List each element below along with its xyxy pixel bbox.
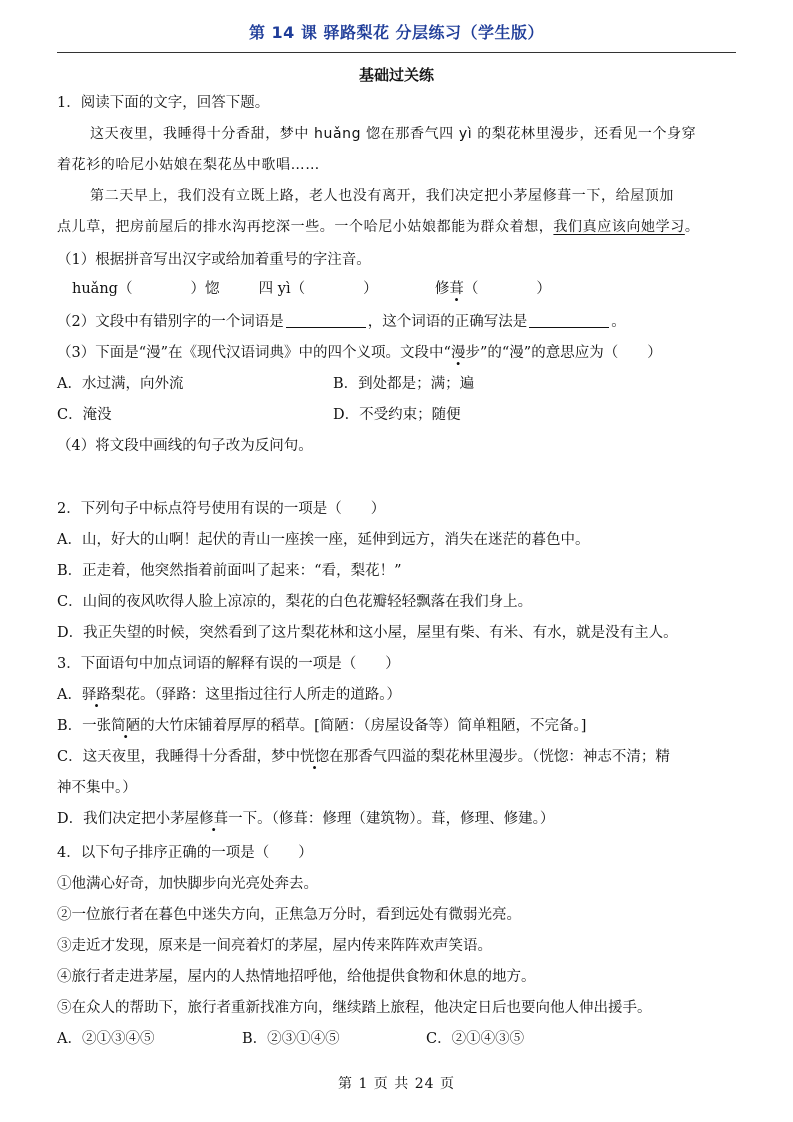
q1-passage-line-4-text: 点儿草，把房前屋后的排水沟再挖深一些。一个哈尼小姑娘都能为群众着想，: [57, 219, 554, 235]
q3-a-dotted-word: 驿路: [81, 687, 111, 703]
header-divider: [57, 52, 736, 53]
q1-passage-line-3: 第二天早上，我们没有立既上路，老人也没有离开，我们决定把小茅屋修葺一下，给屋顶加: [90, 188, 674, 204]
q1-underlined-sentence: 我们真应该向她学习: [553, 219, 685, 235]
q1-sub1-item-a-open: huǎng（: [72, 281, 133, 297]
q3-c-rest: 在那香气四溢的梨花林里漫步。（恍惚：神志不清；精: [329, 749, 670, 765]
page-number-footer: 第 1 页 共 24 页: [338, 1076, 455, 1092]
q3-d-dotted-word: 修葺: [199, 811, 229, 827]
q4-option-b[interactable]: B．②③①④⑤: [242, 1031, 340, 1047]
q3-c-dotted-word: 恍惚: [300, 749, 330, 765]
q2-option-a[interactable]: A．山，好大的山啊！起伏的青山一座挨一座，延伸到远方，消失在迷茫的暮色中。: [57, 532, 590, 548]
q1-sub3-dotted-char: 漫: [450, 345, 466, 361]
q3-d-rest: 一下。（修葺：修理（建筑物）。葺，修理、修建。）: [228, 811, 555, 827]
q2-option-d[interactable]: D．我正失望的时候，突然看到了这片梨花林和这小屋，屋里有柴、有米、有水，就是没有主人。: [57, 625, 678, 641]
q1-sub2: [57, 312, 626, 332]
q3-option-c[interactable]: [57, 747, 670, 767]
q2-stem: 2．下列句子中标点符号使用有误的一项是（ ）: [57, 501, 386, 517]
q1-sub3: [57, 343, 662, 363]
q3-b-dotted-word: 简陋: [111, 718, 141, 734]
q4-item-2: ②一位旅行者在暮色中迷失方向，正焦急万分时，看到远处有微弱光亮。: [57, 907, 521, 923]
q1-sub1-items: [72, 279, 551, 299]
q1-passage-line-4-end: 。: [684, 219, 700, 235]
q4-stem: 4．以下句子排序正确的一项是（ ）: [57, 845, 313, 861]
document-header-title: 第 14 课 驿路梨花 分层练习（学生版）: [248, 23, 545, 42]
q3-option-c-continued: 神不集中。）: [57, 780, 137, 796]
q4-item-4: ④旅行者走进茅屋，屋内的人热情地招呼他，给他提供食物和休息的地方。: [57, 969, 536, 985]
q1-sub1-item-c-open: （: [463, 281, 479, 297]
q4-option-c[interactable]: C．②①④③⑤: [426, 1031, 525, 1047]
q1-sub1-item-b-close: ）: [363, 281, 378, 297]
q3-a-rest: 梨花。（驿路：这里指过往行人所走的道路。）: [110, 687, 401, 703]
q1-stem: 1．阅读下面的文字，回答下题。: [57, 95, 270, 111]
q3-option-b[interactable]: [57, 716, 586, 736]
q1-passage-line-2: 着花衫的哈尼小姑娘在梨花丛中歌唱……: [57, 157, 320, 173]
q1-sub2-blank-1[interactable]: [286, 313, 366, 328]
q2-option-b[interactable]: B．正走着，他突然指着前面叫了起来：“看，梨花！”: [57, 563, 402, 579]
q3-c-prefix: C．这天夜里，我睡得十分香甜，梦中: [57, 749, 301, 765]
q1-sub4: （4）将文段中画线的句子改为反问句。: [57, 438, 313, 454]
q3-option-a[interactable]: [57, 685, 401, 705]
q1-sub1: （1）根据拼音写出汉字或给加着重号的字注音。: [57, 252, 371, 268]
q1-sub3-text-a: （3）下面是“漫”在《现代汉语词典》中的四个义项。文段中“: [57, 345, 451, 361]
q3-stem: 3．下面语句中加点词语的解释有误的一项是（ ）: [57, 656, 400, 672]
q1-sub3-option-b[interactable]: B．到处都是；满；遍: [333, 376, 475, 392]
q1-sub1-item-c-prefix: 修: [434, 281, 450, 297]
q4-item-1: ①他满心好奇，加快脚步向光亮处奔去。: [57, 876, 318, 892]
q3-b-prefix: B．一张: [57, 718, 112, 734]
q1-sub3-option-d[interactable]: D．不受约束；随便: [333, 407, 461, 423]
q1-sub1-item-c-dotted: 葺: [449, 281, 464, 297]
section-title: 基础过关练: [358, 66, 434, 84]
q1-passage-line-4: [57, 217, 699, 237]
q2-option-c[interactable]: C．山间的夜风吹得人脸上凉凉的，梨花的白色花瓣轻轻飘落在我们身上。: [57, 594, 533, 610]
q3-b-rest: 的大竹床铺着厚厚的稻草。[简陋：（房屋设备等）简单粗陋，不完备。]: [140, 718, 587, 734]
q4-option-a[interactable]: A．②①③④⑤: [57, 1031, 155, 1047]
q1-passage-line-1: 这天夜里，我睡得十分香甜，梦中 huǎng 惚在那香气四 yì 的梨花林里漫步，还看见一个身穿: [90, 126, 697, 142]
q1-sub1-item-b-open: 四 yì（: [258, 281, 306, 297]
q3-option-d[interactable]: [57, 809, 554, 829]
q1-sub3-option-c[interactable]: C．淹没: [57, 407, 112, 423]
q1-sub2-blank-2[interactable]: [529, 313, 609, 328]
q1-sub2-text-b: ，这个词语的正确写法是: [367, 314, 528, 330]
q4-item-5: ⑤在众人的帮助下，旅行者重新找准方向，继续踏上旅程，他决定日后也要向他人伸出援手。: [57, 1000, 652, 1016]
q1-sub2-text-c: 。: [611, 314, 626, 330]
q1-sub1-item-c-close: ）: [536, 281, 551, 297]
q3-a-prefix: A．: [57, 687, 82, 703]
q1-sub3-text-b: 步”的“漫”的意思应为（ ）: [465, 345, 662, 361]
q1-sub3-option-a[interactable]: A．水过满，向外流: [57, 376, 184, 392]
q1-sub2-text-a: （2）文段中有错别字的一个词语是: [57, 314, 284, 330]
q3-d-prefix: D．我们决定把小茅屋: [57, 811, 200, 827]
q1-sub1-item-a-close: ）惚: [190, 281, 220, 297]
q4-item-3: ③走近才发现，原来是一间亮着灯的茅屋，屋内传来阵阵欢声笑语。: [57, 938, 492, 954]
